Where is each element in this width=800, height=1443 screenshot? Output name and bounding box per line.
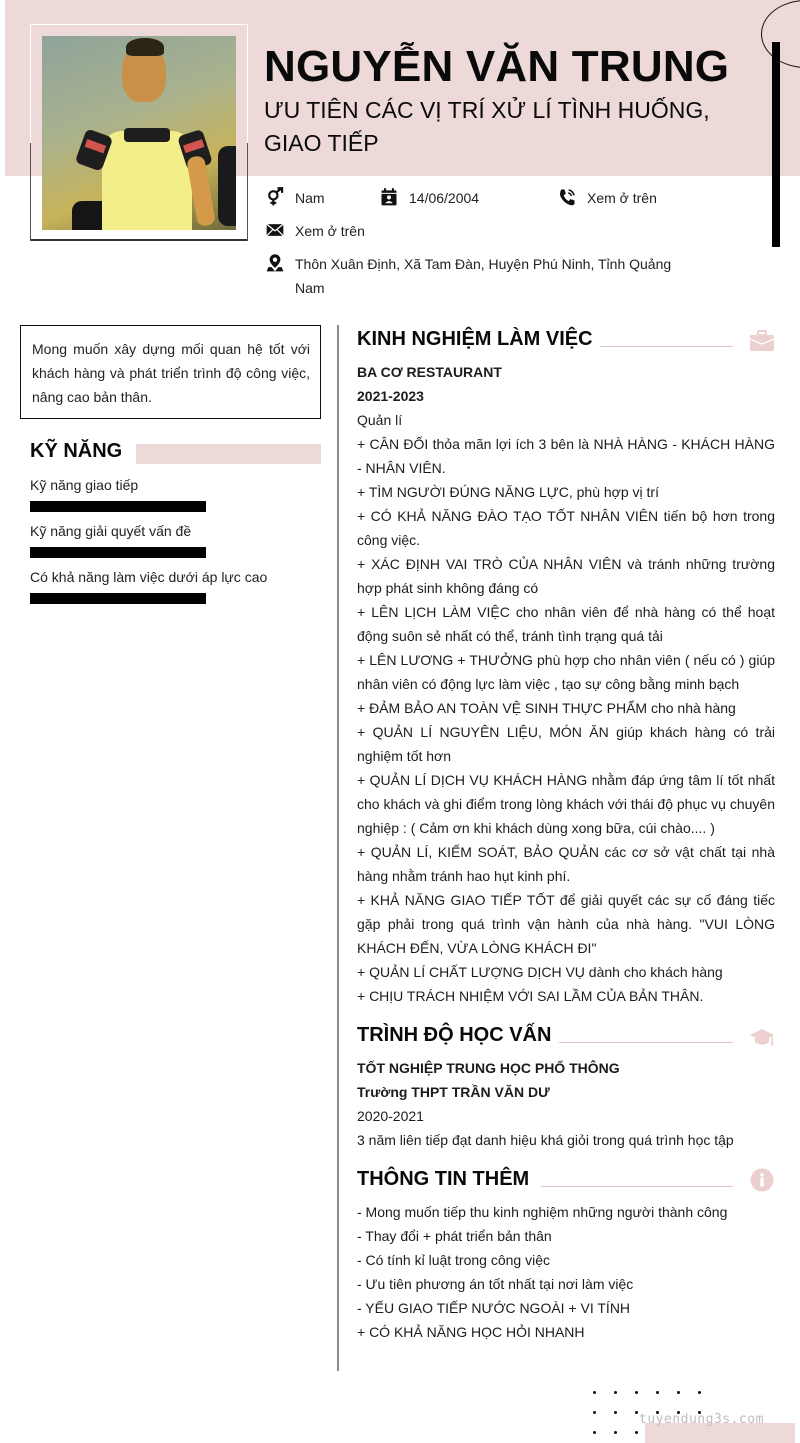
- address-value: Thôn Xuân Định, Xã Tam Đàn, Huyện Phú Ninh, Tỉnh Quảng Nam: [295, 256, 672, 296]
- contact-phone: [556, 186, 657, 210]
- phone-value: Xem ở trên: [587, 190, 657, 206]
- gender-value: Nam: [295, 190, 325, 206]
- education-body: [357, 1056, 775, 1152]
- additional-item: - Mong muốn tiếp thu kinh nghiệm những người thành công: [357, 1204, 728, 1220]
- additional-item: - Ưu tiên phương án tốt nhất tại nơi làm việc: [357, 1276, 634, 1292]
- career-objective: Mong muốn xây dựng mối quan hệ tốt với khách hàng và phát triển trình độ công việc, nâng cao bản thân.: [20, 325, 321, 419]
- skill-label: Có khả năng làm việc dưới áp lực cao: [30, 569, 268, 585]
- education-description: 3 năm liên tiếp đạt danh hiệu khá giỏi trong quá trình học tập: [357, 1132, 734, 1148]
- additional-body: [357, 1200, 775, 1344]
- candidate-headline: ƯU TIÊN CÁC VỊ TRÍ XỬ LÍ TÌNH HUỐNG, GIAO TIẾP: [264, 97, 710, 156]
- education-title: TRÌNH ĐỘ HỌC VẤN: [357, 1024, 552, 1046]
- skill-level-bar: [30, 547, 206, 558]
- experience-bullet: + CÂN ĐỐI thỏa mãn lợi ích 3 bên là NHÀ HÀNG - KHÁCH HÀNG - NHÂN VIÊN.: [357, 436, 775, 476]
- experience-body: [357, 360, 775, 1008]
- contact-gender: [264, 186, 325, 210]
- section-rule: [541, 1186, 733, 1187]
- experience-bullet: + KHẢ NĂNG GIAO TIẾP TỐT để giải quyết các sự cố đáng tiếc gặp phải trong quá trình vận hành của nhà hàng. "VUI LÒNG KHÁCH ĐẾN, VỪA LÒNG KHÁCH ĐI": [357, 892, 775, 956]
- map-pin-icon: [264, 252, 286, 274]
- column-divider: [337, 325, 339, 1371]
- phone-icon: [556, 186, 578, 208]
- section-rule: [559, 1042, 733, 1043]
- contact-birthday: [378, 186, 479, 210]
- experience-bullet: + LÊN LƯƠNG + THƯỞNG phù hợp cho nhân viên ( nếu có ) giúp nhân viên có động lực làm việc , tạo sự công bằng minh bạch: [357, 652, 775, 692]
- skills-title-band: [136, 444, 321, 464]
- experience-period: 2021-2023: [357, 388, 424, 404]
- envelope-icon: [264, 219, 286, 241]
- additional-item: - Thay đổi + phát triển bản thân: [357, 1228, 552, 1244]
- graduation-cap-icon: [749, 1025, 775, 1049]
- avatar-photo: [42, 36, 236, 230]
- contact-address: [264, 252, 674, 300]
- experience-bullet: + CÓ KHẢ NĂNG ĐÀO TẠO TỐT NHÂN VIÊN tiến bộ hơn trong công việc.: [357, 508, 775, 548]
- experience-bullet: + QUẢN LÍ DỊCH VỤ KHÁCH HÀNG nhằm đáp ứng tâm lí tốt nhất cho khách và ghi điểm trong lòng khách với thái độ phục vụ chuyên nghiệp : ( Cảm ơn khi khách dùng xong bữa, cúi chào.... ): [357, 772, 775, 836]
- additional-item: + CÓ KHẢ NĂNG HỌC HỎI NHANH: [357, 1324, 585, 1340]
- candidate-name: NGUYỄN VĂN TRUNG: [264, 42, 730, 91]
- education-school: Trường THPT TRẦN VĂN DƯ: [357, 1084, 550, 1100]
- experience-bullet: + LÊN LỊCH LÀM VIỆC cho nhân viên để nhà hàng có thể hoạt động suôn sẻ nhất có thể, tránh tình trạng quá tải: [357, 604, 775, 644]
- calendar-icon: [378, 186, 400, 208]
- experience-role: Quản lí: [357, 412, 403, 428]
- experience-bullet: + XÁC ĐỊNH VAI TRÒ CỦA NHÂN VIÊN và tránh những trường hợp phát sinh không đáng có: [357, 556, 775, 596]
- experience-bullet: + TÌM NGƯỜI ĐÚNG NĂNG LỰC, phù hợp vị trí: [357, 484, 659, 500]
- skills-title: KỸ NĂNG: [30, 440, 123, 462]
- skill-label: Kỹ năng giải quyết vấn đề: [30, 523, 192, 539]
- watermark: tuyendung3s.com: [639, 1412, 764, 1427]
- experience-title: KINH NGHIỆM LÀM VIỆC: [357, 328, 593, 350]
- email-value: Xem ở trên: [295, 223, 365, 239]
- experience-bullet: + ĐẢM BẢO AN TOÀN VỆ SINH THỰC PHẨM cho nhà hàng: [357, 700, 736, 716]
- additional-item: - Có tính kỉ luật trong công việc: [357, 1252, 550, 1268]
- additional-title: THÔNG TIN THÊM: [357, 1168, 530, 1190]
- birthday-value: 14/06/2004: [409, 190, 480, 206]
- skill-level-bar: [30, 593, 206, 604]
- contact-email: [264, 219, 365, 243]
- decorative-bar: [772, 42, 780, 247]
- experience-bullet: + CHỊU TRÁCH NHIỆM VỚI SAI LẦM CỦA BẢN THÂN.: [357, 988, 704, 1004]
- skill-label: Kỹ năng giao tiếp: [30, 477, 139, 493]
- skill-level-bar: [30, 501, 206, 512]
- experience-bullet: + QUẢN LÍ CHẤT LƯỢNG DỊCH VỤ dành cho khách hàng: [357, 964, 723, 980]
- section-rule: [600, 346, 733, 347]
- experience-bullet: + QUẢN LÍ, KIẾM SOÁT, BẢO QUẢN các cơ sở vật chất tại nhà hàng nhằm tránh hao hụt kinh phí.: [357, 844, 775, 884]
- experience-bullet: + QUẢN LÍ NGUYÊN LIỆU, MÓN ĂN giúp khách hàng có trải nghiệm tốt hơn: [357, 724, 775, 764]
- education-degree: TỐT NGHIỆP TRUNG HỌC PHỔ THÔNG: [357, 1060, 620, 1076]
- additional-item: - YẾU GIAO TIẾP NƯỚC NGOÀI + VI TÍNH: [357, 1300, 631, 1316]
- education-period: 2020-2021: [357, 1108, 424, 1124]
- gender-icon: [264, 186, 286, 208]
- briefcase-icon: [749, 329, 775, 353]
- info-icon: [749, 1168, 775, 1192]
- experience-company: BA CƠ RESTAURANT: [357, 364, 502, 380]
